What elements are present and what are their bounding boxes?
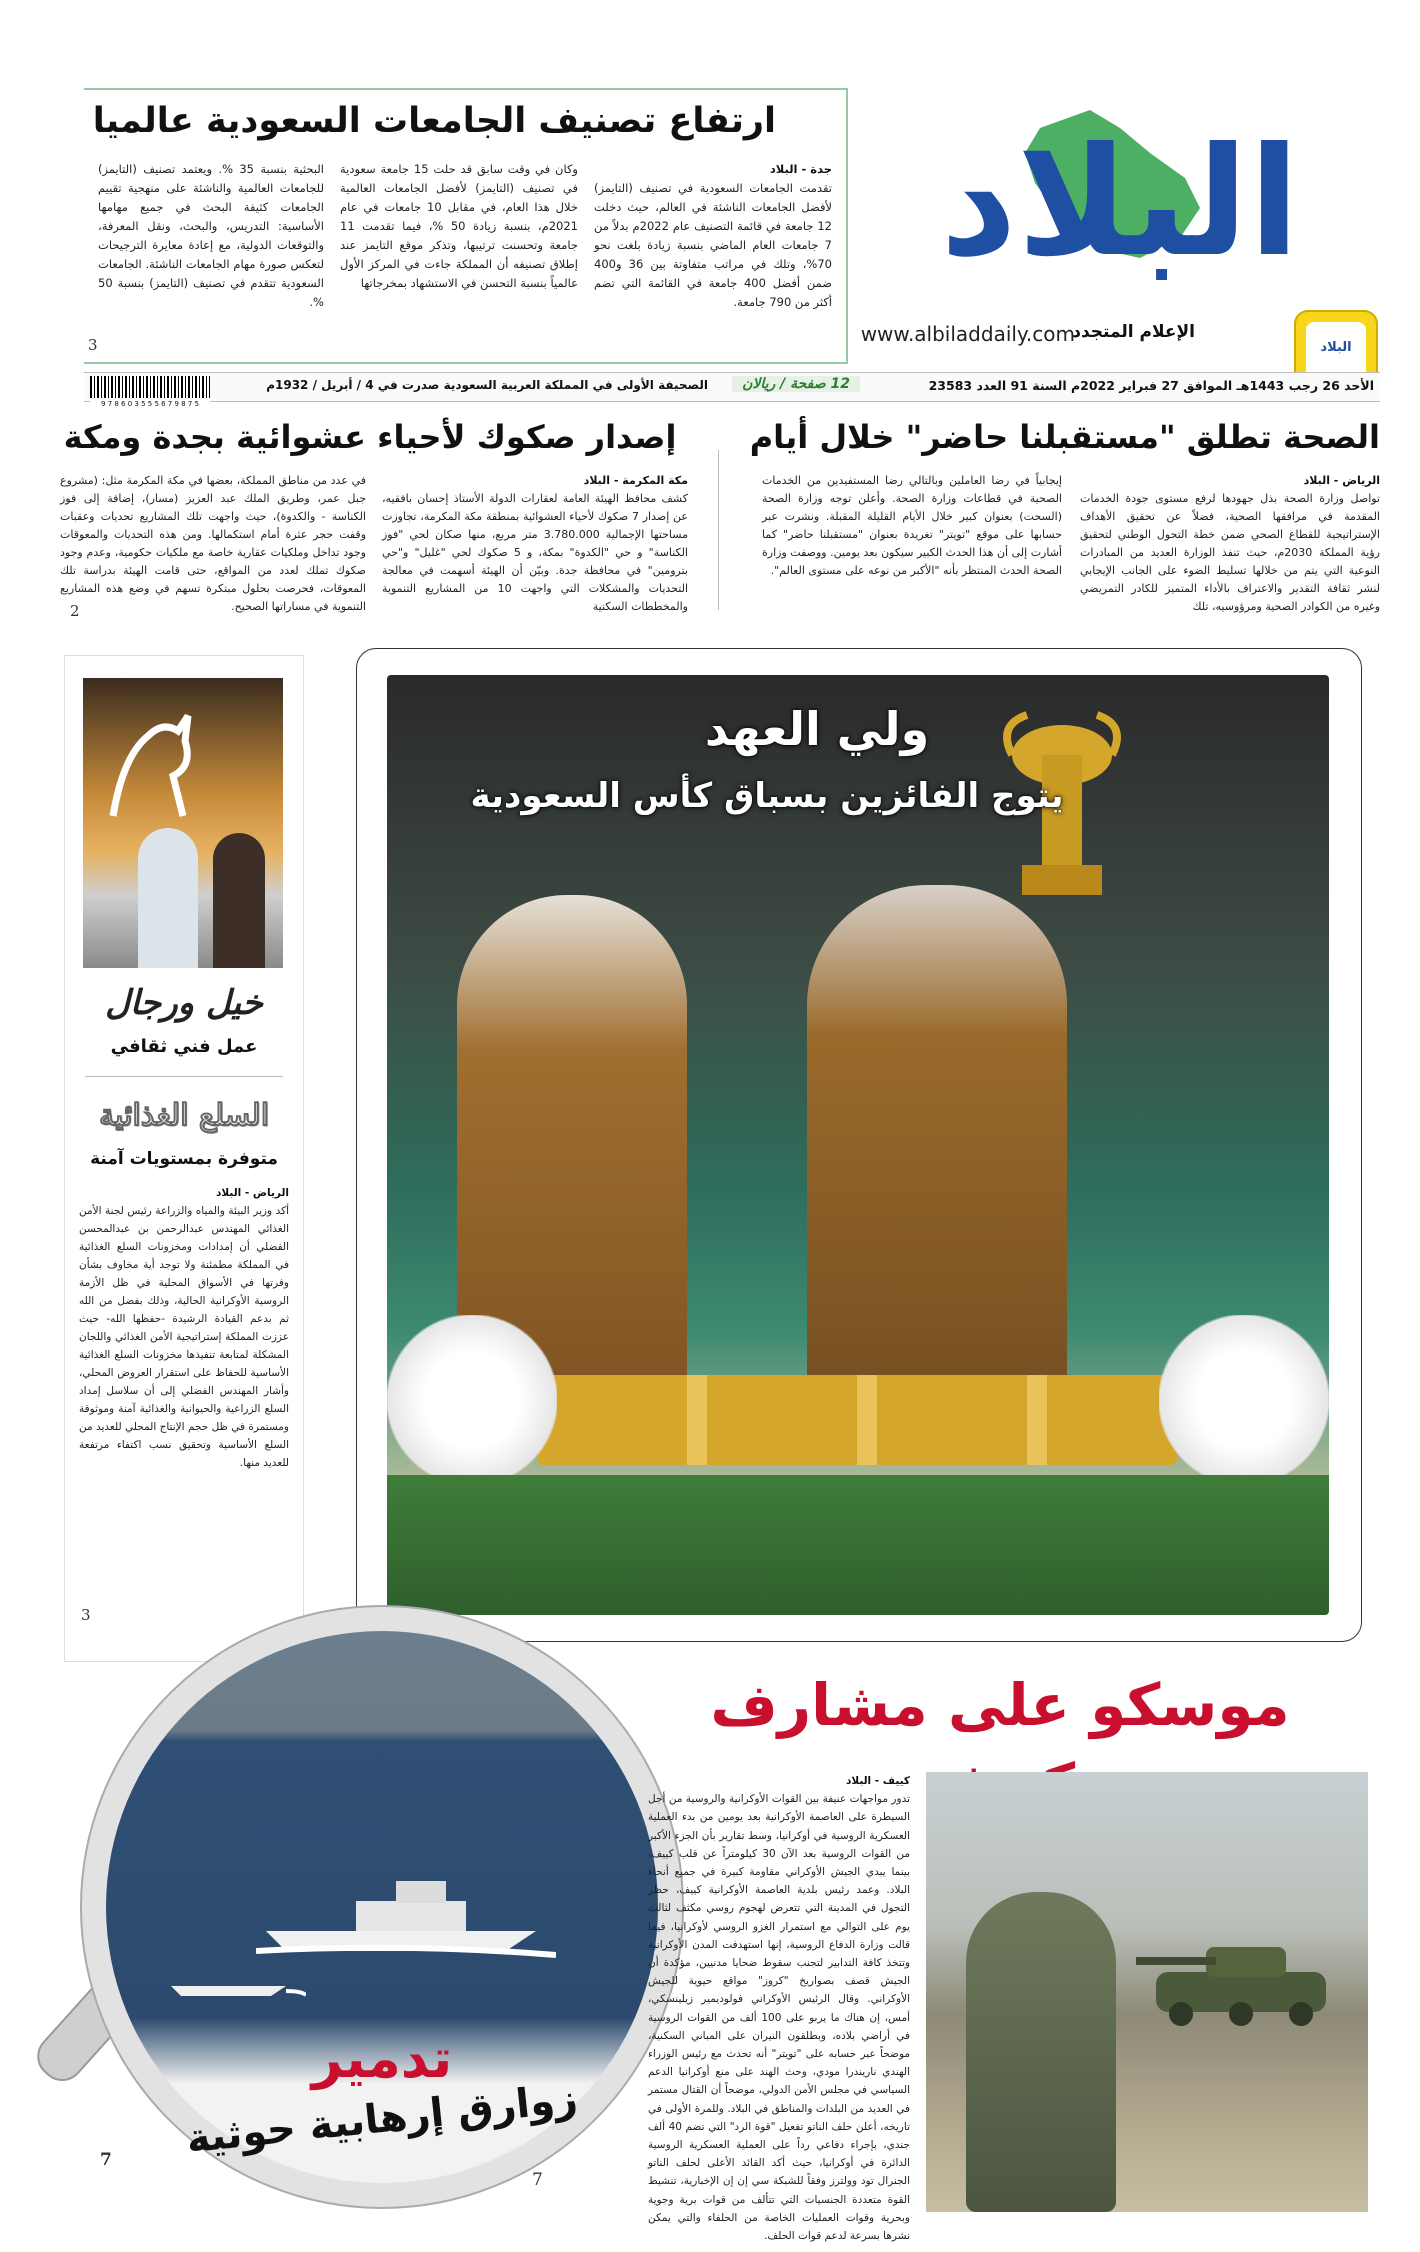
- ukraine-body: [648, 1772, 910, 2245]
- barcode: [90, 376, 210, 408]
- health-col-1: [1080, 472, 1380, 616]
- food-text: أكد وزير البيئة والمياه والزراعة رئيس لجنة الأمن الغذائي المهندس عبدالرحمن بن عبدالمحسن الفضلي أن إمدادات ومخزونات السلع الغذائية في المملكة مطمئنة ولا توجد أية مخاوف بشأن وفرتها في الأسواق المحلية في ظل الأزمة الروسية الأوكرانية الحالية، وذلك بفضل من الله ثم بدعم القيادة الرشيدة -حفظها الله- حيث عززت المملكة إستراتيجية الأمن الغذائي واللجان المشكلة لمتابعة تنفيذها مخزونات السلع الغذائية الأساسية للحفاظ على استقرار العروض المحلي، وأشار المهندس الفضلي إلى أن سلاسل إمداد السلع الزراعية والحيوانية والغذائية آمنة وموثوقة ومستمرة في ظل حجم الإنتاج المحلي للعديد من السلع الأساسية وتحقيق نسب اكتفاء مرتفعة للعديد منها.: [79, 1205, 289, 1469]
- column-divider: [718, 450, 719, 610]
- deeds-text-2: في عدد من مناطق المملكة، بعضها في مكة المكرمة مثل: (مشروع جبل عمر، وطريق الملك عبد العزيز (مسار)، إضافة إلى فوز الكناسة - والكدوة)، حيث واجهت تلك المشاريع تحديات وعقبات وقفت حجر عثرة أمام استكمالها. ومن هذه التحديات والمعوقات وجود تداخل وملكيات عقارية خاصة مع ملكيات حكومية، وعدم وجود صكوك تملك لعدد من المواقع، حتى قامت الهيئة بدراسة تلك المعوقات، فحرصت بحلول مبتكرة تسهم في وضع هذه المشاريع التنموية في مساراتها الصحيح.: [60, 474, 366, 613]
- deeds-title[interactable]: إصدار صكوك لأحياء عشوائية بجدة ومكة: [63, 418, 677, 456]
- deeds-dateline: مكة المكرمة - البلاد: [583, 474, 688, 487]
- soldier-figure: [966, 1892, 1116, 2212]
- deeds-story: [52, 412, 688, 622]
- main-feature-subtitle[interactable]: يتوج الفائزين بسباق كأس السعودية: [470, 776, 1064, 816]
- ukraine-text: تدور مواجهات عنيفة بين القوات الأوكرانية والروسية من أجل السيطرة على العاصمة الأوكرانية بعد يومين من بدء العملية العسكرية الروسية في أوكرانيا، وسط تقارير بأن الجزء الأكبر من القوات الروسية بعد الآن 30 كيلومتراً عن قلب كييف، بينما يبدي الجيش الأوكراني مقاومة كبيرة في جميع أنحاء البلاد. وعمد رئيس بلدية العاصمة الأوكرانية كييف، حظر التجول في المدينة التي تتعرض لهجوم روسي مكثف لثالث يوم على التوالي مع استمرار الغزو الروسي لأوكرانيا، فيما قالت وزارة الدفاع الروسية، إنها استهدفت المدن الأوكرانية وتتخذ كافة التدابير لتجنب سقوط ضحايا مدنيين، مؤكدة أن الجيش قصف بصواريخ "كروز" مواقع حيوية للجيش الأوكراني. وقال الرئيس الأوكراني فولوديمير زيلينسكي، أمس، إن هناك ما يربو على 100 ألف من القوات الروسية في أراضي بلاده، وبطلقون النيران على المباني السكنية، موضحاً عبر حسابه على "تويتر" أنه تحدث مع رئيس الوزراء الهندي ناريندرا مودي، وحث الهند على منع أوكرانيا الدعم السياسي في مجلس الأمن الدولي، موضحاً أن القتال مستمر في العديد من البلدات والمناطق في البلاد. وللمرة الأولى في تاريخه، أعلن حلف الناتو تفعيل "قوة الرد" التي تضم 40 ألف جندي، بإجراء دفاعي رداً على العملية العسكرية الروسية الدائرة في أوكرانيا، حيث أكد القائد الأعلى لحلف الناتو الجنرال تود وولترز وفقاً للشبكة سي إن إن الإخبارية، تنشيط القوة متعددة الجنسيات التي تتألف من قوات برية وجوية وبحرية وقوات العمليات الخاصة من الحلفاء والتي يمكن نشرها بسرعة لدعم قوات الحلف.: [648, 1793, 910, 2243]
- left-sidebar: [64, 655, 304, 1662]
- horse-painting-icon: [93, 696, 203, 836]
- deeds-text-1: كشف محافظ الهيئة العامة لعقارات الدولة الأستاذ إحسان بافقيه، عن إصدار 7 صكوك لأحياء العشوائية بمنطقة مكة المكرمة، تجاوزت مساحتها الإجمالية 3.780.000 متر مربع، منها صكان لحي "فوز الكناسة" و حي "الكدوة" بمكة، و 5 صكوك لحي "غليل" و"حي بترومين" في محافظة جدة. وبيّن أن الهيئة أسهمت في معالجة التحديات والمشكلات التي واجهت 10 من المشاريع التنموية والمخططات السكنية: [382, 492, 688, 613]
- health-dateline: الرياض - البلاد: [1303, 474, 1380, 487]
- health-title[interactable]: الصحة تطلق "مستقبلنا حاضر" خلال أيام: [749, 418, 1380, 456]
- houthi-title[interactable]: تدمير: [311, 2027, 453, 2090]
- top-story-col-2: [340, 160, 578, 293]
- top-story-text-3: البحثية بنسبة 35 %. ويعتمد تصنيف (التايمز) للجامعات العالمية والناشئة على منهجية تقييم الجامعات كثيفة البحث في جميع مهامها الأساسية: التدريس، والبحث، ونقل المعرفة، والتوقعات الدولية، مع إعادة معايرة الترجيحات لتعكس صورة مهام الجامعات الناشئة. الجامعات السعودية تتقدم في تصنيف (التايمز) بنسبة 50 %.: [98, 162, 324, 309]
- top-story-text-2: وكان في وقت سابق قد حلت 15 جامعة سعودية في تصنيف (التايمز) لأفضل الجامعات العالمية خلال هذا العام، في مقابل 10 جامعات في عام 2021م، بنسبة زيادة 50 %، فيما تقدمت 11 جامعة وتحسنت ترتيبها، وتذكر موقع التايمز عند إطلاق تصنيفه أن المملكة جاءت في المركز الأول عالمياً بنسبة التحسن في الاستشهاد بمخرجاتها: [340, 162, 578, 290]
- website[interactable]: www.albiladdaily.com: [860, 322, 1075, 346]
- trophy-row: [537, 1375, 1177, 1465]
- sidebar-divider: [85, 1076, 283, 1077]
- houthi-subtitle[interactable]: زوارق إرهابية حوثية: [184, 2075, 580, 2163]
- houthi-page-ref: 7: [100, 2150, 112, 2170]
- main-feature-title[interactable]: ولي العهد: [704, 702, 930, 756]
- food-body: [79, 1184, 289, 1472]
- culture-title[interactable]: خيل ورجال: [105, 983, 263, 1023]
- food-subtitle: متوفرة بمستويات آمنة: [90, 1149, 278, 1169]
- qr-label: البلاد: [1320, 340, 1352, 355]
- flower-bed: [387, 1475, 1329, 1615]
- health-story: [748, 412, 1380, 622]
- top-story-title[interactable]: ارتفاع تصنيف الجامعات السعودية عالميا: [92, 101, 776, 141]
- food-dateline: الرياض - البلاد: [216, 1187, 289, 1199]
- top-story-box: [84, 88, 848, 364]
- tank-icon: [1136, 1922, 1346, 2032]
- logo[interactable]: البلاد: [940, 116, 1300, 290]
- top-story-dateline: جدة - البلاد: [769, 162, 832, 176]
- flowers-left: [387, 1315, 557, 1485]
- culture-photo[interactable]: [83, 678, 283, 968]
- issue-date: الأحد 26 رجب 1443هـ الموافق 27 فبراير 2022م السنة 91 العدد 23583: [928, 378, 1374, 393]
- culture-subtitle: عمل فني ثقافي: [110, 1036, 258, 1057]
- food-page-ref: 3: [81, 1606, 91, 1624]
- top-story-page-ref: 3: [88, 336, 98, 354]
- deeds-col-2: [60, 472, 366, 616]
- main-feature-frame: [356, 648, 1362, 1642]
- visitor-figure-1: [138, 828, 198, 968]
- tagline: الإعلام المتجدد: [1072, 322, 1195, 342]
- small-boat-icon: [166, 1961, 306, 2001]
- boat-icon: [256, 1851, 556, 1961]
- ukraine-photo[interactable]: [926, 1772, 1368, 2212]
- health-col-2: [762, 472, 1062, 580]
- health-text-2: إيجابياً في رضا العاملين وبالتالي رضا المستفيدين من الخدمات الصحية في قطاعات وزارة الصحة. وأعلن توجه وزارة الصحة (السحت) بعنوان كبير خلال الأيام القليلة المقبلة. ونشرت عبر حسابها على موقع "تويتر" تغريدة بعنوان "مستقبلنا حاضر" كما أشارت إلى أن هذا الحدث الكبير سيكون بعد يومين. ووصفت وزارة الصحة الحدث المنتظر بأنه "الأكبر من نوعه على مستوى العالم".: [762, 474, 1062, 577]
- health-text-1: تواصل وزارة الصحة بذل جهودها لرفع مستوى جودة الخدمات المقدمة في مرافقها الصحية، فضلاً عن تحقيق الأهداف الإستراتيجية للقطاع الصحي ضمن خطة التحول الوطني لتحقيق رؤية المملكة 2030م، حيث تنفذ الوزارة العديد من المبادرات النوعية التي يتم من خلالها تسليط الضوء على الجانب الإيجابي لنشر ثقافة التقدير والاعتراف بالأداء المتميز للكادر التمريضي وغيره من الكوادر الصحية ومرؤوسيه، تلك: [1080, 492, 1380, 613]
- founded-note: الصحيفة الأولى في المملكة العربية السعودية صدرت في 4 / أبريل / 1932م: [266, 378, 708, 392]
- magnifier-lens: [80, 1605, 684, 2209]
- food-title[interactable]: السلع الغذائية: [98, 1098, 270, 1133]
- top-story-text-1: تقدمت الجامعات السعودية في تصنيف (التايمز) لأفضل الجامعات الناشئة في العالم، حيث دخلت 12 جامعة في قائمة التصنيف عام 2022م بدلاً من 7 جامعات العام الماضي بنسبة زيادة بلغت نحو 70%، وتلك في مراتب متفاوتة بين 36 و400 ضمن أفضل 400 جامعة في القائمة التي تضم أكثر من 790 جامعة.: [594, 181, 832, 309]
- dateline-bar: [84, 372, 1380, 408]
- flowers-right: [1159, 1315, 1329, 1485]
- barcode-number: 9 7 8 6 0 3 5 5 5 6 7 9 8 7 5: [90, 400, 210, 409]
- pages-price: 12 صفحة / ريالان: [732, 376, 860, 392]
- top-story-col-3: [98, 160, 324, 312]
- ukraine-page-ref: 7: [532, 2170, 543, 2190]
- visitor-figure-2: [213, 833, 265, 968]
- deeds-col-1: [382, 472, 688, 616]
- ukraine-title[interactable]: موسكو على مشارف: [710, 1671, 1290, 1739]
- deeds-page-ref: 2: [70, 602, 80, 620]
- ukraine-dateline: كييف - البلاد: [845, 1775, 910, 1787]
- top-story-col-1: [594, 160, 832, 312]
